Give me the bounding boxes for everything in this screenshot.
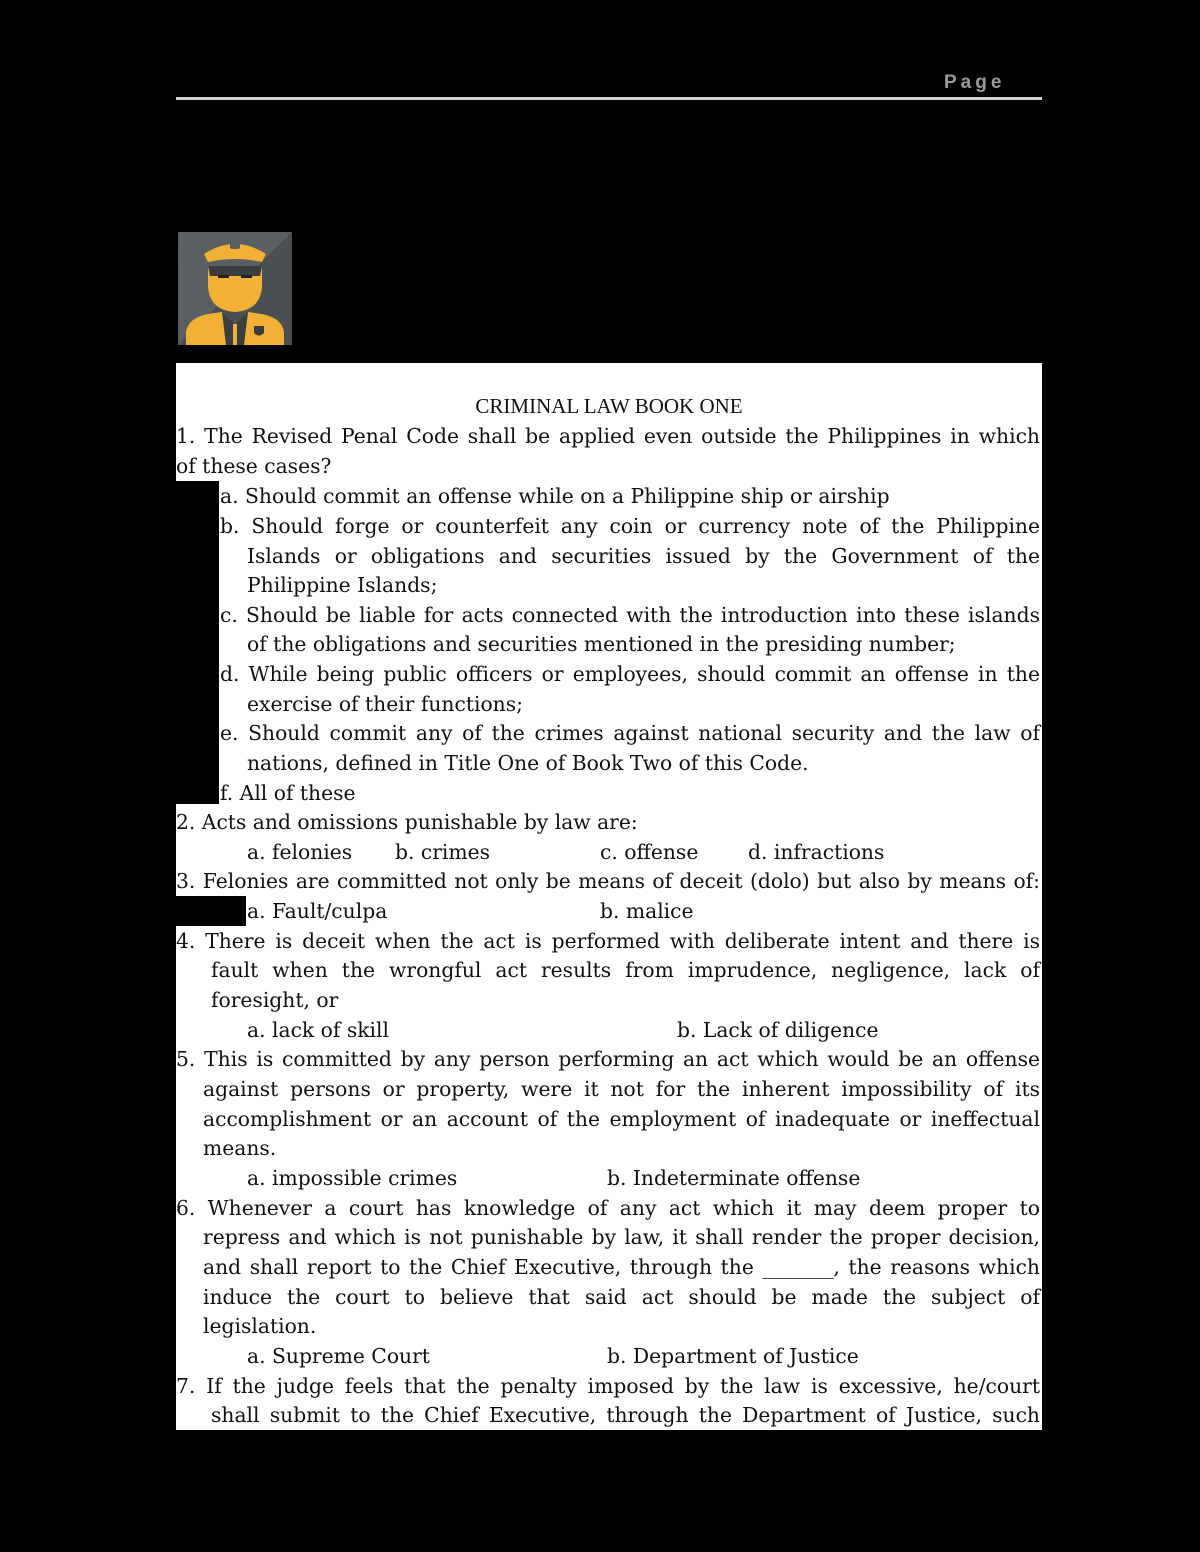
question-6-line: and shall report to the Chief Executive, through the _______, the reasons which bbox=[203, 1255, 1040, 1279]
option-b: b. Department of Justice bbox=[607, 1344, 859, 1368]
option-f: f. All of these bbox=[220, 781, 356, 805]
option-a: a. impossible crimes bbox=[247, 1166, 458, 1190]
question-3: 3. Felonies are committed not only be means of deceit (dolo) but also by means of: bbox=[176, 869, 1040, 893]
question-6-line: legislation. bbox=[203, 1314, 317, 1338]
option-d: d. infractions bbox=[748, 840, 885, 864]
header-rule bbox=[176, 97, 1042, 100]
option-a: a. Fault/culpa bbox=[247, 899, 388, 923]
question-5-line: means. bbox=[203, 1136, 277, 1160]
question-1-line: of these cases? bbox=[176, 454, 332, 478]
question-5-line: 5. This is committed by any person performing an act which would be an offense bbox=[176, 1047, 1040, 1071]
option-b-cont: Philippine Islands; bbox=[247, 573, 438, 597]
question-5-line: against persons or property, were it not for the inherent impossibility of its bbox=[203, 1077, 1040, 1101]
option-d-cont: exercise of their functions; bbox=[247, 692, 523, 716]
question-5-line: accomplishment or an account of the employment of inadequate or ineffectual bbox=[203, 1107, 1040, 1131]
question-6-line: induce the court to believe that said act should be made the subject of bbox=[203, 1285, 1040, 1309]
question-4-line: fault when the wrongful act results from imprudence, negligence, lack of bbox=[211, 958, 1040, 982]
option-c-cont: of the obligations and securities mentioned in the presiding number; bbox=[247, 632, 956, 656]
question-sheet bbox=[176, 363, 1042, 1430]
police-officer-icon bbox=[178, 232, 292, 345]
option-a: a. lack of skill bbox=[247, 1018, 389, 1042]
question-6-line: 6. Whenever a court has knowledge of any act which it may deem proper to bbox=[176, 1196, 1040, 1220]
option-c: c. Should be liable for acts connected with the introduction into these islands bbox=[220, 603, 1040, 627]
option-b: b. Indeterminate offense bbox=[607, 1166, 861, 1190]
question-2: 2. Acts and omissions punishable by law are: bbox=[176, 810, 638, 834]
option-b: b. Should forge or counterfeit any coin or currency note of the Philippine bbox=[220, 514, 1040, 538]
option-e-cont: nations, defined in Title One of Book Two of this Code. bbox=[247, 751, 809, 775]
page-header-label: Page bbox=[944, 72, 1006, 93]
margin-block bbox=[176, 896, 246, 926]
option-b-cont: Islands or obligations and securities issued by the Government of the bbox=[247, 544, 1040, 568]
question-7-line: shall submit to the Chief Executive, through the Department of Justice, such bbox=[211, 1403, 1040, 1427]
margin-block bbox=[176, 481, 219, 804]
option-a: a. Should commit an offense while on a Philippine ship or airship bbox=[220, 484, 890, 508]
option-b: b. Lack of diligence bbox=[677, 1018, 879, 1042]
option-a: a. felonies bbox=[247, 840, 353, 864]
option-b: b. malice bbox=[600, 899, 694, 923]
question-6-line: repress and which is not punishable by law, it shall render the proper decision, bbox=[203, 1225, 1040, 1249]
question-7-line: 7. If the judge feels that the penalty imposed by the law is excessive, he/court bbox=[176, 1374, 1040, 1398]
option-d: d. While being public officers or employees, should commit an offense in the bbox=[220, 662, 1040, 686]
option-a: a. Supreme Court bbox=[247, 1344, 430, 1368]
option-e: e. Should commit any of the crimes against national security and the law of bbox=[220, 721, 1040, 745]
question-4-line: 4. There is deceit when the act is performed with deliberate intent and there is bbox=[176, 929, 1040, 953]
option-c: c. offense bbox=[600, 840, 699, 864]
question-4-line: foresight, or bbox=[211, 988, 339, 1012]
document-title: CRIMINAL LAW BOOK ONE bbox=[475, 394, 743, 418]
question-1-line: 1. The Revised Penal Code shall be applied even outside the Philippines in which bbox=[176, 424, 1040, 448]
option-b: b. crimes bbox=[395, 840, 491, 864]
